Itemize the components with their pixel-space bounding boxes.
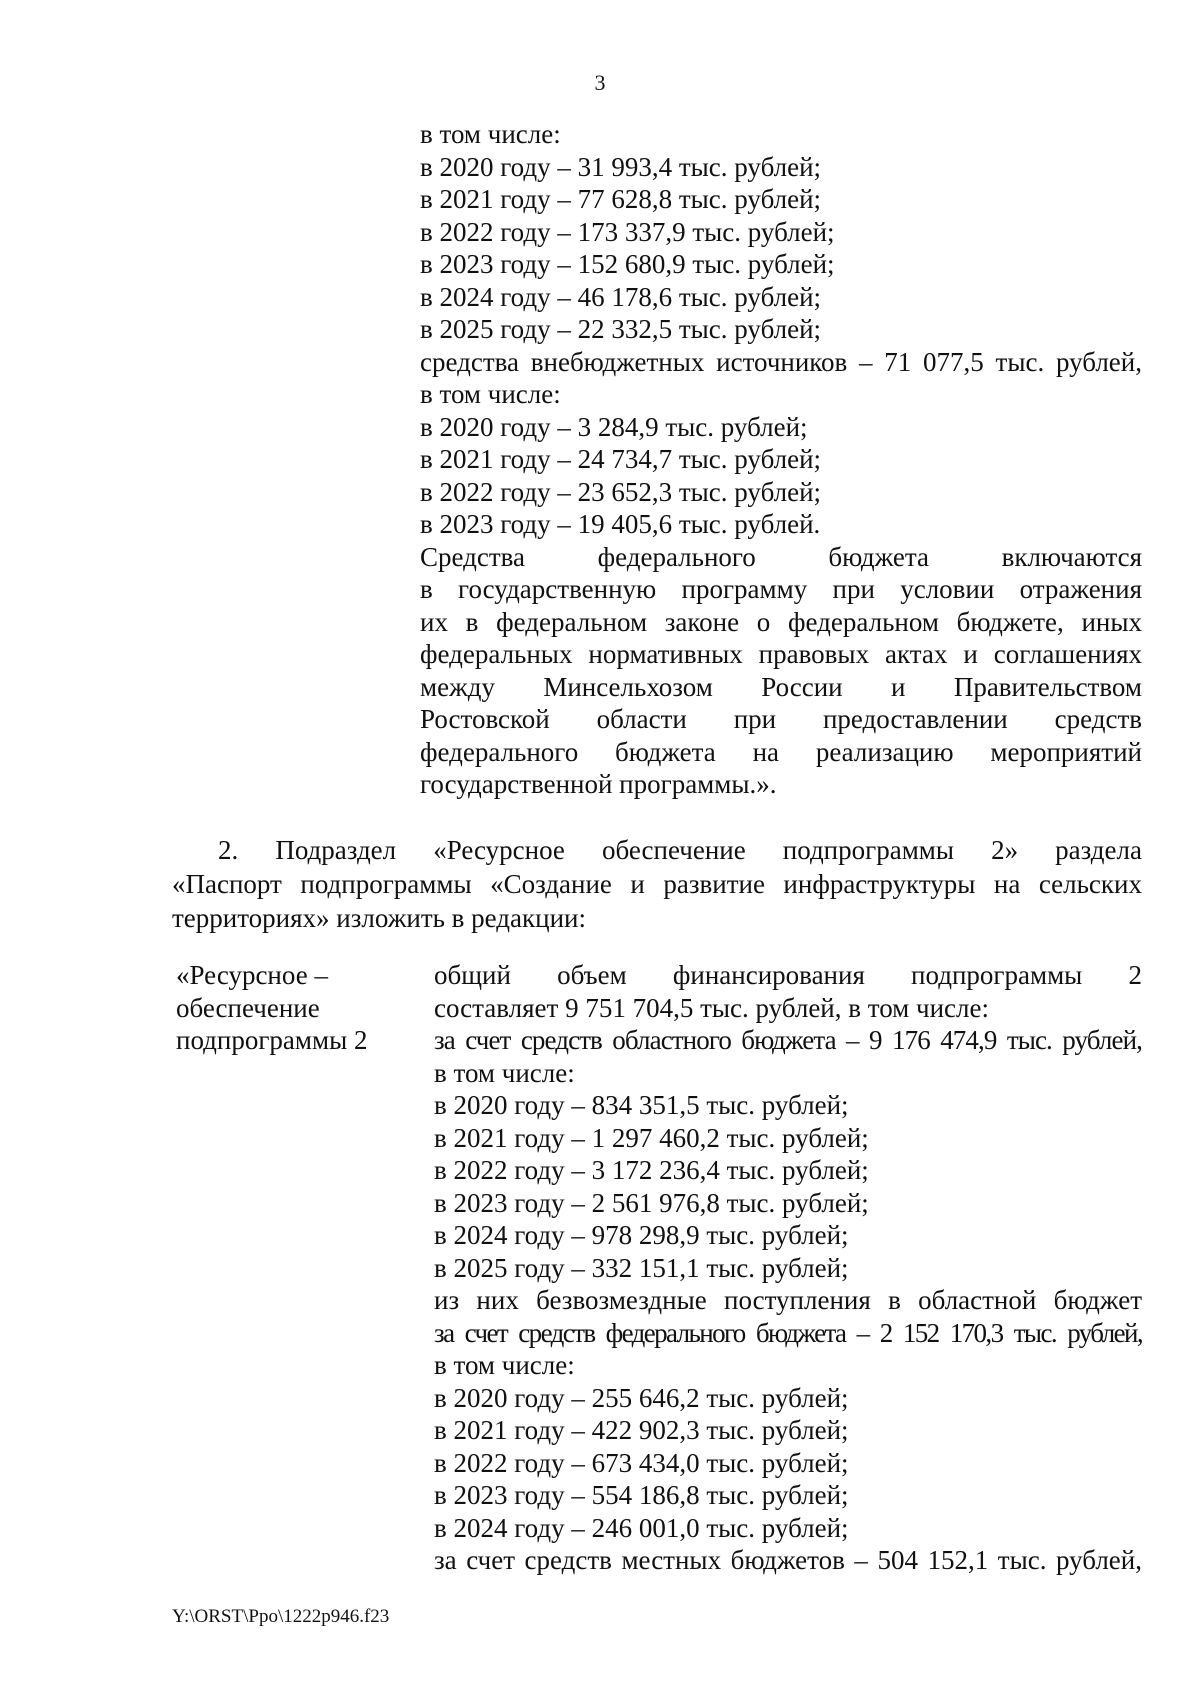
text-line: в 2023 году – 554 186,8 тыс. рублей; xyxy=(434,1480,849,1510)
text-line: в 2024 году – 246 001,0 тыс. рублей; xyxy=(434,1512,849,1543)
amendment-paragraph-2 xyxy=(172,833,1142,935)
text-line: в 2022 году – 3 172 236,4 тыс. рублей; xyxy=(434,1155,869,1185)
text-line: обеспечение xyxy=(176,992,320,1023)
text-line: средства внебюджетных источников – 71 077,5 тыс. рублей, xyxy=(420,346,1142,377)
resource-provision-label xyxy=(176,959,406,1057)
text-line: их в федеральном законе о федеральном бюджете, иных xyxy=(420,606,1142,637)
text-line: из них безвозмездные поступления в областной бюджет xyxy=(434,1285,1142,1315)
text-line: в 2020 году – 31 993,4 тыс. рублей; xyxy=(420,151,822,182)
text-line: в 2020 году – 3 284,9 тыс. рублей; xyxy=(420,411,808,442)
text-line: в том числе: xyxy=(420,379,561,409)
text-line: территориях» изложить в редакции: xyxy=(172,903,586,933)
financing-continuation-block xyxy=(420,118,1142,801)
text-line: «Ресурсное – xyxy=(176,960,328,990)
text-line: в том числе: xyxy=(420,119,561,149)
page-number: 3 xyxy=(594,70,606,95)
file-path-footer: Y:\ORST\Ppo\1222p946.f23 xyxy=(172,1606,390,1627)
text-line: за счет средств федерального бюджета – 2 152 170,3 тыс. рублей, xyxy=(434,1317,1142,1348)
text-line: общий объем финансирования подпрограммы 2 xyxy=(434,960,1142,990)
text-line: в том числе: xyxy=(434,1057,575,1088)
text-line: в 2025 году – 332 151,1 тыс. рублей; xyxy=(434,1252,849,1283)
text-line: 2. Подраздел «Ресурсное обеспечение подпрограммы 2» раздела xyxy=(218,835,1142,865)
text-line: в том числе: xyxy=(434,1350,575,1380)
text-line: между Минсельхозом России и Правительством xyxy=(420,671,1142,702)
text-line: «Паспорт подпрограммы «Создание и развитие инфраструктуры на сельских xyxy=(172,869,1142,899)
text-line: Средства федерального бюджета включаются xyxy=(420,541,1142,572)
text-line: подпрограммы 2 xyxy=(176,1025,368,1055)
text-line: в 2023 году – 19 405,6 тыс. рублей. xyxy=(420,509,821,539)
text-line: за счет средств областного бюджета – 9 176 474,9 тыс. рублей, xyxy=(434,1025,1142,1055)
text-line: в 2024 году – 46 178,6 тыс. рублей; xyxy=(420,281,822,312)
text-line: федерального бюджета на реализацию мероприятий xyxy=(420,736,1142,767)
text-line: в 2022 году – 673 434,0 тыс. рублей; xyxy=(434,1447,849,1478)
text-line: в 2021 году – 77 628,8 тыс. рублей; xyxy=(420,184,822,214)
text-line: в 2021 году – 24 734,7 тыс. рублей; xyxy=(420,444,822,474)
subprogram-2-financing-block xyxy=(434,959,1142,1577)
text-line: в 2021 году – 422 902,3 тыс. рублей; xyxy=(434,1415,849,1445)
text-line: в 2020 году – 834 351,5 тыс. рублей; xyxy=(434,1090,849,1120)
text-line: Ростовской области при предоставлении средств xyxy=(420,704,1142,734)
text-line: в 2023 году – 152 680,9 тыс. рублей; xyxy=(420,249,835,279)
text-line: государственной программы.». xyxy=(420,769,777,799)
text-line: в 2025 году – 22 332,5 тыс. рублей; xyxy=(420,314,822,344)
text-line: федеральных нормативных правовых актах и соглашениях xyxy=(420,639,1142,669)
text-line: в 2024 году – 978 298,9 тыс. рублей; xyxy=(434,1220,849,1250)
text-line: в государственную программу при условии отражения xyxy=(420,574,1142,604)
text-line: составляет 9 751 704,5 тыс. рублей, в том числе: xyxy=(434,992,989,1023)
text-line: в 2020 году – 255 646,2 тыс. рублей; xyxy=(434,1382,849,1413)
text-line: в 2022 году – 23 652,3 тыс. рублей; xyxy=(420,476,822,507)
text-line: за счет средств местных бюджетов – 504 152,1 тыс. рублей, xyxy=(434,1545,1142,1575)
text-line: в 2022 году – 173 337,9 тыс. рублей; xyxy=(420,216,835,247)
text-line: в 2023 году – 2 561 976,8 тыс. рублей; xyxy=(434,1187,869,1218)
text-line: в 2021 году – 1 297 460,2 тыс. рублей; xyxy=(434,1122,869,1153)
